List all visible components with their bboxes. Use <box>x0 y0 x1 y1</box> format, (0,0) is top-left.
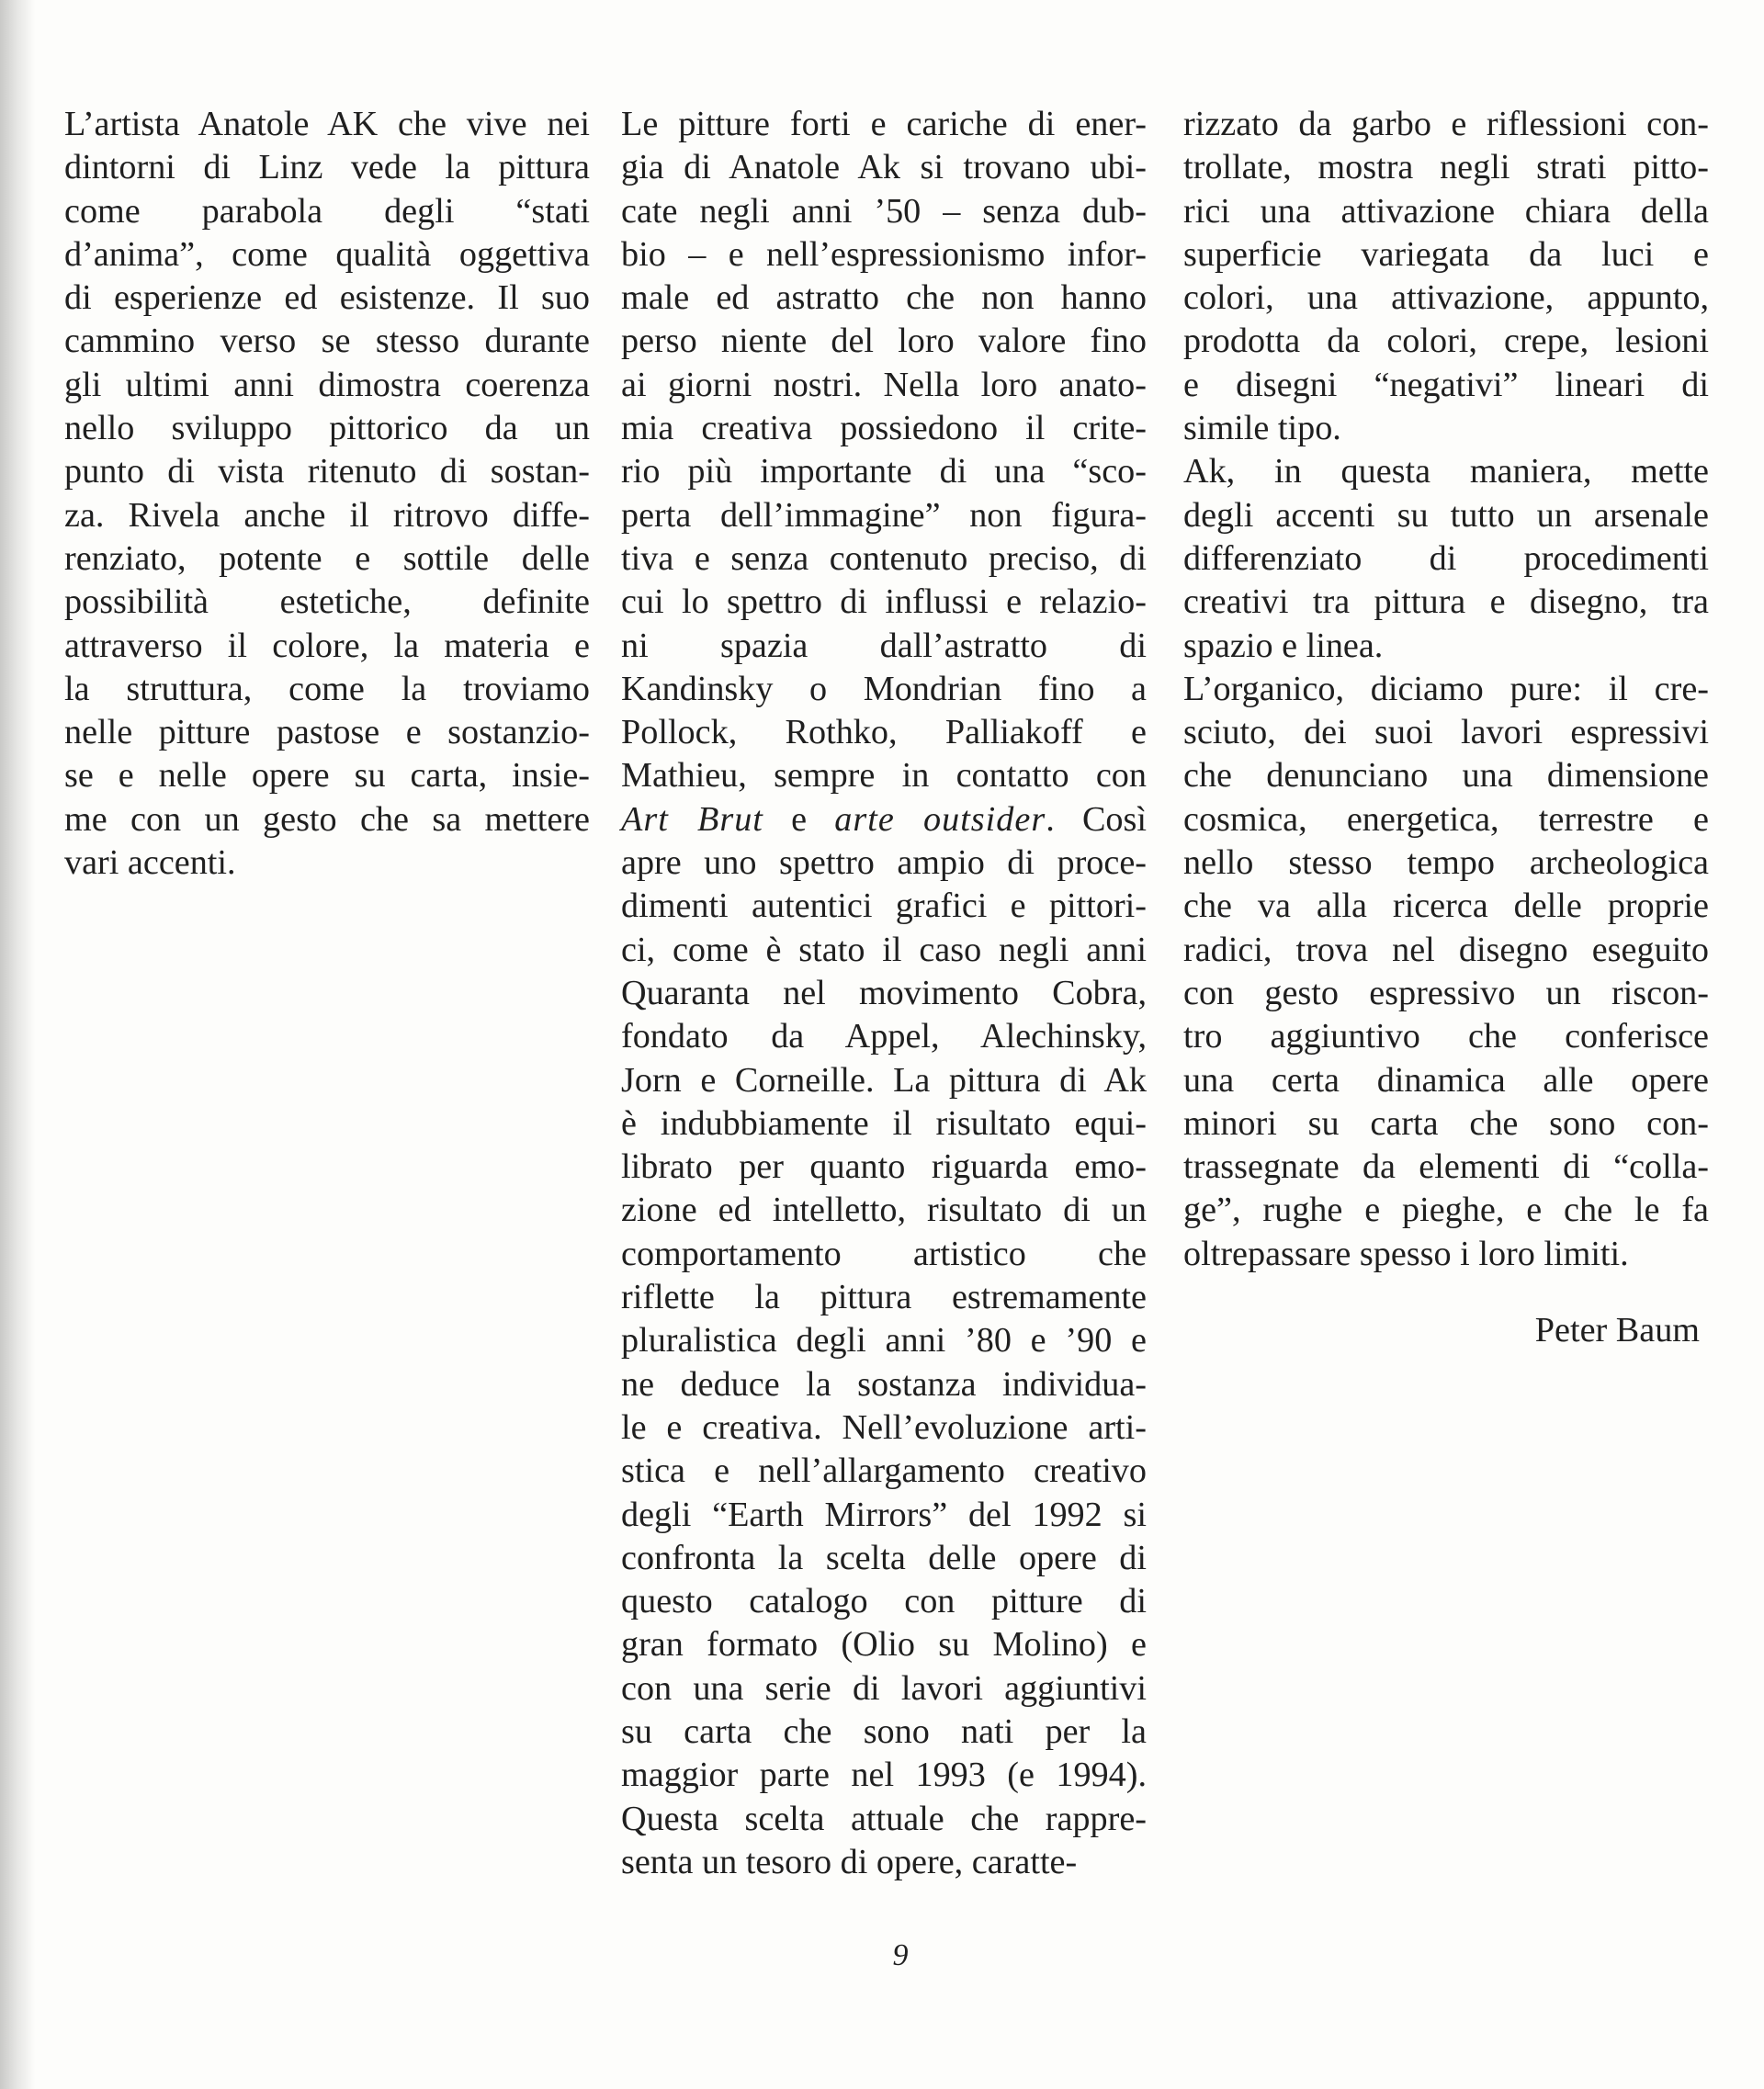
paragraph <box>1183 103 1709 450</box>
text-line: degli accenti su tutto un arsenale <box>1183 495 1709 535</box>
text-line: trollate, mostra negli strati pitto- <box>1183 148 1709 187</box>
text-line: Pollock, Rothko, Palliakoff e <box>621 713 1147 752</box>
text-line: radici, trova nel disegno eseguito <box>1183 930 1709 969</box>
binding-shadow <box>0 0 35 2089</box>
text-line: differenziato di procedimenti <box>1183 538 1709 578</box>
text-line: rio più importante di una “sco- <box>621 452 1147 491</box>
text-line: creativi tra pittura e disegno, tra <box>1183 582 1709 622</box>
text-line: L’artista Anatole AK che vive nei <box>64 105 590 143</box>
text-line: Kandinsky o Mondrian fino a <box>621 669 1147 708</box>
text-line: Mathieu, sempre in contatto con <box>621 756 1147 796</box>
text-line: degli “Earth Mirrors” del 1992 si <box>621 1495 1147 1534</box>
text-line: librato per quanto riguarda emo- <box>621 1147 1147 1187</box>
text-line: senta un tesoro di opere, caratte- <box>621 1842 1078 1881</box>
text-line: nello sviluppo pittorico da un <box>64 409 590 448</box>
text-line: e disegni “negativi” lineari di <box>1183 365 1709 404</box>
text-line: attraverso il colore, la materia e <box>64 626 590 665</box>
text-line: mia creativa possiedono il crite- <box>621 409 1147 448</box>
text-line: comportamento artistico che <box>621 1234 1147 1273</box>
text-line: L’organico, diciamo pure: il cre- <box>1183 669 1709 708</box>
text-line: di esperienze ed esistenze. Il suo <box>64 278 590 318</box>
text-line: cammino verso se stesso durante <box>64 322 590 361</box>
text-line: stica e nell’allargamento creativo <box>621 1451 1147 1491</box>
text-line: trassegnate da elementi di “colla- <box>1183 1147 1709 1187</box>
text-line: ge”, rughe e pieghe, e che le fa <box>1183 1191 1709 1230</box>
text-line: maggior parte nel 1993 (e 1994). <box>621 1756 1147 1795</box>
text-line: perta dell’immagine” non figura- <box>621 495 1147 535</box>
text-line: simile tipo. <box>1183 409 1341 448</box>
text-line: punto di vista ritenuto di sostan- <box>64 452 590 491</box>
text-line: che denunciano una dimensione <box>1183 756 1709 796</box>
text-line: come parabola degli “stati <box>64 191 590 231</box>
text-line: su carta che sono nati per la <box>621 1711 1147 1751</box>
text-line: Quaranta nel movimento Cobra, <box>621 973 1147 1012</box>
text-line: Le pitture forti e cariche di ener- <box>621 105 1147 143</box>
text-line: che va alla ricerca delle proprie <box>1183 886 1709 926</box>
text-line: ci, come è stato il caso negli anni <box>621 930 1147 969</box>
text-line: rici una attivazione chiara della <box>1183 191 1709 231</box>
text-line: cate negli anni ’50 – senza dub- <box>621 191 1147 231</box>
text-line: gia di Anatole Ak si trovano ubi- <box>621 148 1147 187</box>
text-line: gran formato (Olio su Molino) e <box>621 1625 1147 1665</box>
text-line: renziato, potente e sottile delle <box>64 538 590 578</box>
text-line: le e creativa. Nell’evoluzione arti- <box>621 1407 1147 1447</box>
paragraph <box>64 103 590 885</box>
text-line: spazio e linea. <box>1183 626 1384 665</box>
text-line: possibilità estetiche, definite <box>64 582 590 622</box>
text-line: tro aggiuntivo che conferisce <box>1183 1017 1709 1056</box>
text-line: nelle pitture pastose e sostanzio- <box>64 713 590 752</box>
text-line: tiva e senza contenuto preciso, di <box>621 538 1147 578</box>
text-column-1 <box>64 103 590 885</box>
text-line: prodotta da colori, crepe, lesioni <box>1183 322 1709 361</box>
text-line: ne deduce la sostanza individua- <box>621 1364 1147 1404</box>
text-line: con gesto espressivo un riscon- <box>1183 973 1709 1012</box>
text-line: cosmica, energetica, terrestre e <box>1183 799 1709 839</box>
text-line: nello stesso tempo archeologica <box>1183 843 1709 883</box>
page-number: 9 <box>892 1938 909 1972</box>
text-line: dimenti autentici grafici e pittori- <box>621 886 1147 926</box>
text-line: se e nelle opere su carta, insie- <box>64 756 590 796</box>
text-line: sciuto, dei suoi lavori espressivi <box>1183 713 1709 752</box>
text-line: la struttura, come la troviamo <box>64 669 590 708</box>
text-line: questo catalogo con pitture di <box>621 1582 1147 1621</box>
text-line: una certa dinamica alle opere <box>1183 1060 1709 1100</box>
text-line: è indubbiamente il risultato equi- <box>621 1103 1147 1143</box>
text-line: Questa scelta attuale che rappre- <box>621 1799 1147 1838</box>
text-line: colori, una attivazione, appunto, <box>1183 278 1709 318</box>
text-line: ai giorni nostri. Nella loro anato- <box>621 365 1147 404</box>
text-line: gli ultimi anni dimostra coerenza <box>64 365 590 404</box>
text-line: fondato da Appel, Alechinsky, <box>621 1017 1147 1056</box>
text-line: ni spazia dall’astratto di <box>621 626 1147 665</box>
text-line: con una serie di lavori aggiuntivi <box>621 1668 1147 1708</box>
text-line: confronta la scelta delle opere di <box>621 1538 1147 1577</box>
text-line: Art Brut e arte outsider. Così <box>621 799 1147 839</box>
text-line: male ed astratto che non hanno <box>621 278 1147 318</box>
text-line: oltrepassare spesso i loro limiti. <box>1183 1234 1629 1273</box>
text-line: riflette la pittura estremamente <box>621 1278 1147 1317</box>
author-signature: Peter Baum <box>1534 1311 1700 1349</box>
text-line: d’anima”, come qualità oggettiva <box>64 234 590 274</box>
text-line: superficie variegata da luci e <box>1183 234 1709 274</box>
text-line: Jorn e Corneille. La pittura di Ak <box>621 1060 1147 1100</box>
text-line: zione ed intelletto, risultato di un <box>621 1191 1147 1230</box>
paragraph <box>1183 450 1709 667</box>
text-line: me con un gesto che sa mettere <box>64 799 590 839</box>
text-column-3 <box>1183 103 1709 1276</box>
text-line: cui lo spettro di influssi e relazio- <box>621 582 1147 622</box>
text-line: rizzato da garbo e riflessioni con- <box>1183 105 1709 143</box>
text-line: vari accenti. <box>64 843 236 883</box>
text-column-2 <box>621 103 1147 1884</box>
text-line: minori su carta che sono con- <box>1183 1103 1709 1143</box>
text-line: apre uno spettro ampio di proce- <box>621 843 1147 883</box>
text-line: Ak, in questa maniera, mette <box>1183 452 1709 491</box>
paragraph <box>1183 668 1709 1276</box>
text-line: za. Rivela anche il ritrovo diffe- <box>64 495 590 535</box>
text-line: dintorni di Linz vede la pittura <box>64 148 590 187</box>
text-line: pluralistica degli anni ’80 e ’90 e <box>621 1321 1147 1361</box>
text-line: bio – e nell’espressionismo infor- <box>621 234 1147 274</box>
paragraph <box>621 103 1147 1884</box>
text-line: perso niente del loro valore fino <box>621 322 1147 361</box>
